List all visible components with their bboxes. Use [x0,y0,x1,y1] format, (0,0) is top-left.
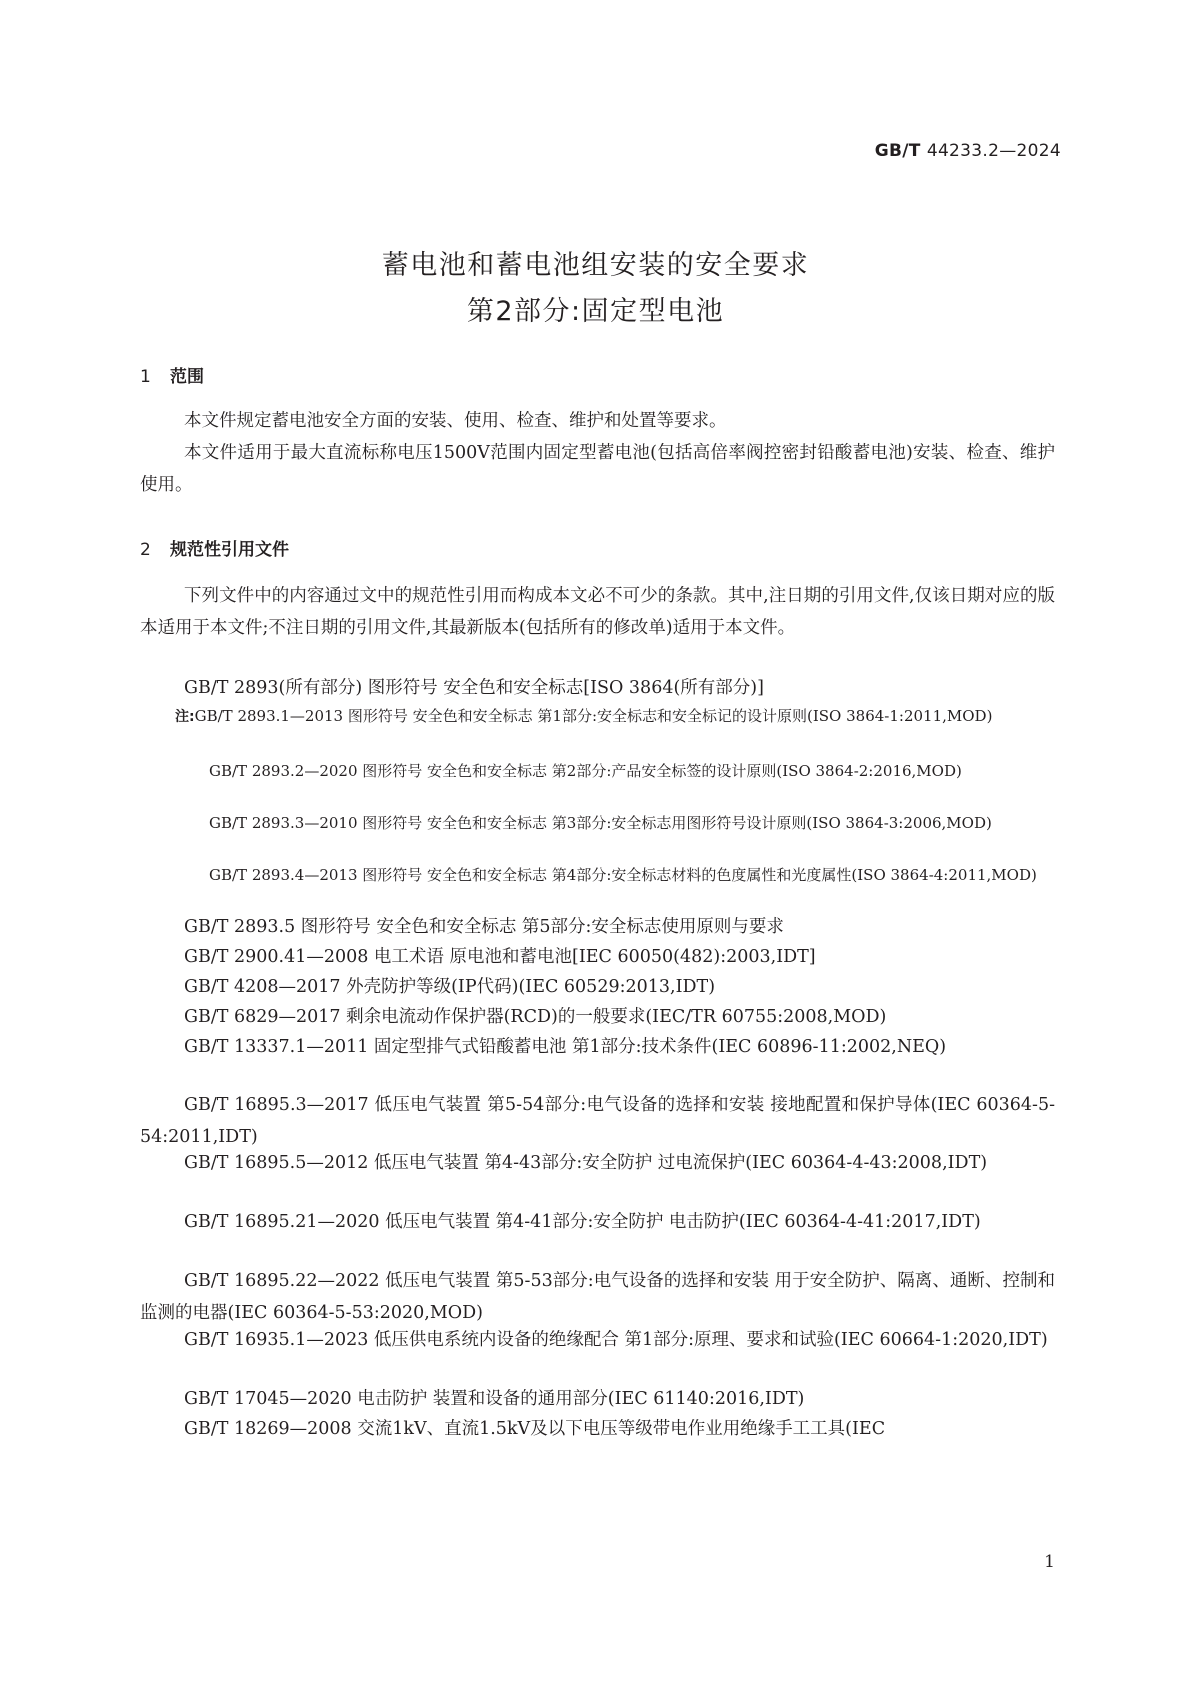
note-item: GB/T 2893.3—2010 图形符号 安全色和安全标志 第3部分:安全标志用图形符号设计原则(ISO 3864-3:2006,MOD) [209,814,992,832]
section-number: 2 [140,540,151,560]
reference-item: GB/T 2893.5 图形符号 安全色和安全标志 第5部分:安全标志使用原则与要求 [184,917,784,937]
note-item: GB/T 2893.4—2013 图形符号 安全色和安全标志 第4部分:安全标志材料的色度属性和光度属性(ISO 3864-4:2011,MOD) [209,866,1037,884]
reference-item: GB/T 16895.5—2012 低压电气装置 第4-43部分:安全防护 过电流保护(IEC 60364-4-43:2008,IDT) [184,1153,988,1173]
reference-item: GB/T 16895.21—2020 低压电气装置 第4-41部分:安全防护 电击防护(IEC 60364-4-41:2017,IDT) [184,1212,981,1232]
reference-item: GB/T 2900.41—2008 电工术语 原电池和蓄电池[IEC 60050(482):2003,IDT] [184,947,816,967]
reference-item: GB/T 18269—2008 交流1kV、直流1.5kV及以下电压等级带电作业用绝缘手工工具(IEC [184,1419,886,1439]
reference-item: GB/T 4208—2017 外壳防护等级(IP代码)(IEC 60529:2013,IDT) [184,977,716,997]
section-heading-scope [140,362,204,387]
std-prefix: GB/T [874,141,921,161]
section-title: 规范性引用文件 [170,540,289,560]
reference-item: GB/T 2893(所有部分) 图形符号 安全色和安全标志[ISO 3864(所有部分)] [184,678,764,698]
reference-item: GB/T 16895.22—2022 低压电气装置 第5-53部分:电气设备的选择和安装 用于安全防护、隔离、通断、控制和监测的电器(IEC 60364-5-53:2020,MOD) [140,1271,1055,1323]
standard-number-header [875,141,1061,161]
reference-item: GB/T 16895.3—2017 低压电气装置 第5-54部分:电气设备的选择和安装 接地配置和保护导体(IEC 60364-5-54:2011,IDT) [140,1095,1055,1147]
note-text: GB/T 2893.1—2013 图形符号 安全色和安全标志 第1部分:安全标志和安全标记的设计原则(ISO 3864-1:2011,MOD) [194,707,993,725]
reference-item: GB/T 13337.1—2011 固定型排气式铅酸蓄电池 第1部分:技术条件(IEC 60896-11:2002,NEQ) [184,1037,947,1057]
document-subtitle: 第2部分:固定型电池 [466,296,725,327]
page-number: 1 [1044,1552,1055,1572]
note-item: GB/T 2893.2—2020 图形符号 安全色和安全标志 第2部分:产品安全标签的设计原则(ISO 3864-2:2016,MOD) [209,762,962,780]
reference-item: GB/T 17045—2020 电击防护 装置和设备的通用部分(IEC 61140:2016,IDT) [184,1389,805,1409]
scope-paragraph-2: 本文件适用于最大直流标称电压1500V范围内固定型蓄电池(包括高倍率阀控密封铅酸蓄电池)安装、检查、维护使用。 [140,443,1055,495]
note-item [175,702,1055,731]
reference-item: GB/T 16935.1—2023 低压供电系统内设备的绝缘配合 第1部分:原理、要求和试验(IEC 60664-1:2020,IDT) [184,1330,1048,1350]
section-number: 1 [140,367,151,387]
scope-paragraph-1: 本文件规定蓄电池安全方面的安装、使用、检查、维护和处置等要求。 [184,411,727,431]
normative-intro: 下列文件中的内容通过文中的规范性引用而构成本文必不可少的条款。其中,注日期的引用文件,仅该日期对应的版本适用于本文件;不注日期的引用文件,其最新版本(包括所有的修改单)适用于本文件。 [140,586,1055,638]
document-title: 蓄电池和蓄电池组安装的安全要求 [381,250,810,281]
reference-item: GB/T 6829—2017 剩余电流动作保护器(RCD)的一般要求(IEC/TR 60755:2008,MOD) [184,1007,887,1027]
note-label: 注: [175,709,195,725]
section-heading-normative [140,535,289,560]
section-title: 范围 [170,367,204,387]
std-number: 44233.2—2024 [926,141,1061,161]
